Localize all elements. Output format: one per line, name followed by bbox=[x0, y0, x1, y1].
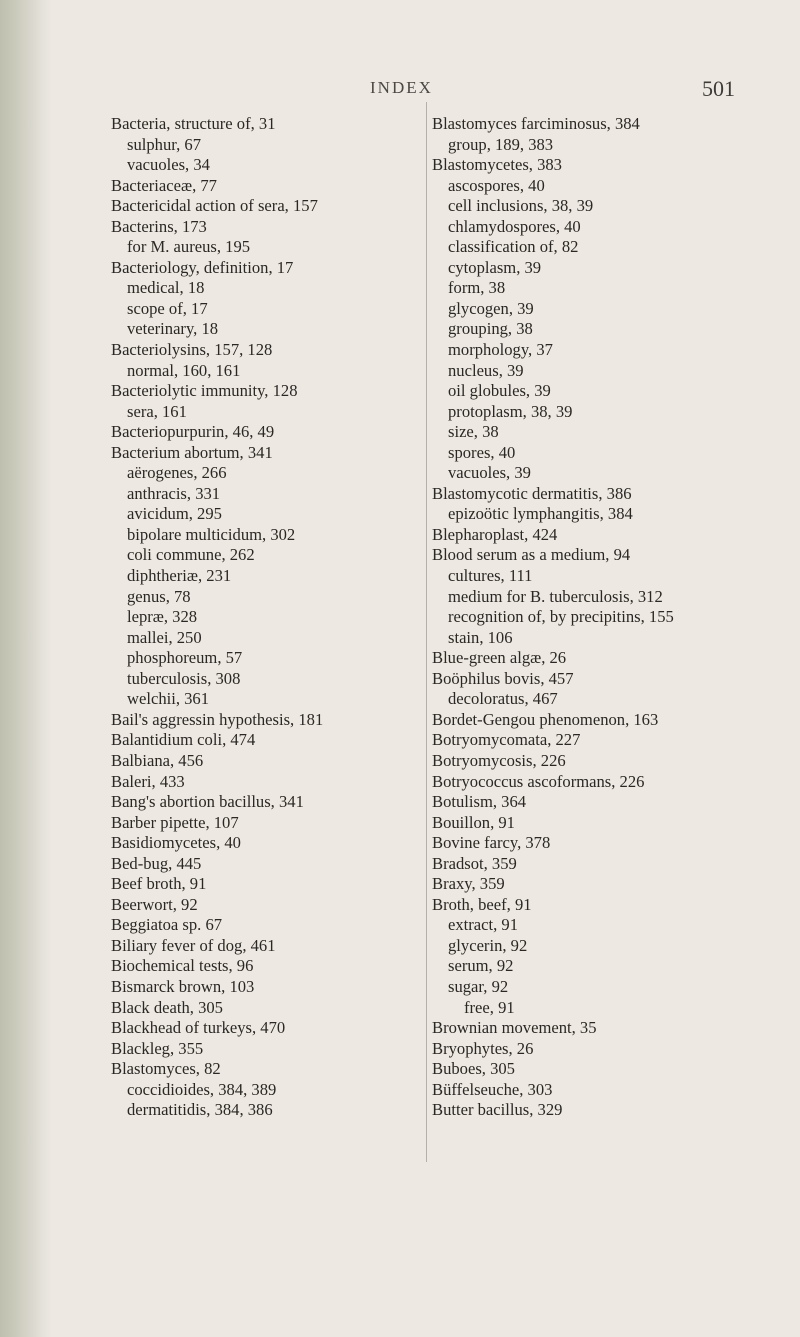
index-subentry: phosphoreum, 57 bbox=[127, 648, 243, 668]
index-entry: Beerwort, 92 bbox=[111, 894, 198, 914]
index-entry: Botryomycosis, 226 bbox=[432, 750, 566, 770]
index-entry: Barber pipette, 107 bbox=[111, 812, 239, 832]
index-subentry: bipolare multicidum, 302 bbox=[127, 524, 296, 544]
index-subentry: sugar, 92 bbox=[448, 976, 509, 996]
index-subentry: diphtheriæ, 231 bbox=[127, 566, 232, 586]
index-entry: Bail's aggressin hypothesis, 181 bbox=[111, 709, 324, 729]
index-entry: Bacteriaceæ, 77 bbox=[111, 175, 217, 195]
index-subentry: spores, 40 bbox=[448, 442, 516, 462]
index-entry: Blackleg, 355 bbox=[111, 1038, 204, 1058]
index-entry: Broth, beef, 91 bbox=[432, 894, 532, 914]
index-entry: Botulism, 364 bbox=[432, 792, 527, 812]
index-subentry: classification of, 82 bbox=[448, 237, 579, 257]
index-entry: Bactericidal action of sera, 157 bbox=[111, 196, 318, 216]
index-entry: Bang's abortion bacillus, 341 bbox=[111, 792, 304, 812]
index-entry: Buboes, 305 bbox=[432, 1059, 515, 1079]
index-entry: Beef broth, 91 bbox=[111, 874, 207, 894]
index-subentry: vacuoles, 39 bbox=[448, 463, 531, 483]
index-entry: Boöphilus bovis, 457 bbox=[432, 668, 574, 688]
column-divider bbox=[426, 102, 427, 1162]
index-subentry: serum, 92 bbox=[448, 956, 514, 976]
index-subentry: sulphur, 67 bbox=[127, 134, 202, 154]
index-subentry: extract, 91 bbox=[448, 915, 519, 935]
index-subentry: lepræ, 328 bbox=[127, 607, 198, 627]
index-subentry: ascospores, 40 bbox=[448, 175, 545, 195]
index-entry: Bovine farcy, 378 bbox=[432, 833, 551, 853]
index-subentry: glycogen, 39 bbox=[448, 298, 534, 318]
index-subentry: cell inclusions, 38, 39 bbox=[448, 196, 594, 216]
index-subentry: coccidioides, 384, 389 bbox=[127, 1079, 277, 1099]
index-entry: Bordet-Gengou phenomenon, 163 bbox=[432, 709, 659, 729]
index-entry: Braxy, 359 bbox=[432, 874, 505, 894]
index-entry: Bouillon, 91 bbox=[432, 812, 515, 832]
index-entry: Blastomyces, 82 bbox=[111, 1059, 221, 1079]
index-entry: Brownian movement, 35 bbox=[432, 1018, 597, 1038]
index-subentry: tuberculosis, 308 bbox=[127, 668, 241, 688]
index-entry: Bacteriopurpurin, 46, 49 bbox=[111, 422, 275, 442]
index-entry: Baleri, 433 bbox=[111, 771, 185, 791]
index-entry: Blepharoplast, 424 bbox=[432, 524, 558, 544]
index-subentry: group, 189, 383 bbox=[448, 134, 554, 154]
index-subentry: veterinary, 18 bbox=[127, 319, 219, 339]
index-subentry: morphology, 37 bbox=[448, 340, 553, 360]
index-column-left bbox=[111, 114, 411, 1121]
index-entry: Butter bacillus, 329 bbox=[432, 1100, 563, 1120]
index-entry: Biliary fever of dog, 461 bbox=[111, 935, 276, 955]
index-entry: Basidiomycetes, 40 bbox=[111, 833, 241, 853]
index-subentry: decoloratus, 467 bbox=[448, 689, 558, 709]
index-entry: Blastomycetes, 383 bbox=[432, 155, 562, 175]
index-entry: Black death, 305 bbox=[111, 997, 223, 1017]
index-subentry: glycerin, 92 bbox=[448, 935, 528, 955]
index-subentry: cytoplasm, 39 bbox=[448, 257, 542, 277]
index-subentry: cultures, 111 bbox=[448, 566, 533, 586]
index-entry: Blastomycotic dermatitis, 386 bbox=[432, 483, 632, 503]
index-subentry: protoplasm, 38, 39 bbox=[448, 401, 573, 421]
index-entry: Bradsot, 359 bbox=[432, 853, 517, 873]
index-subentry: avicidum, 295 bbox=[127, 504, 222, 524]
index-entry: Bacteriolytic immunity, 128 bbox=[111, 381, 298, 401]
index-entry: Bismarck brown, 103 bbox=[111, 976, 255, 996]
index-entry: Balbiana, 456 bbox=[111, 750, 204, 770]
index-entry: Botryomycomata, 227 bbox=[432, 730, 581, 750]
page-header bbox=[0, 76, 800, 100]
index-entry: Bed-bug, 445 bbox=[111, 853, 202, 873]
index-entry: Büffelseuche, 303 bbox=[432, 1079, 553, 1099]
index-column-right bbox=[432, 114, 784, 1121]
index-subentry: form, 38 bbox=[448, 278, 506, 298]
index-subentry: chlamydospores, 40 bbox=[448, 216, 581, 236]
index-subentry: oil globules, 39 bbox=[448, 381, 551, 401]
index-subentry: aërogenes, 266 bbox=[127, 463, 227, 483]
index-entry: Bacteriolysins, 157, 128 bbox=[111, 340, 273, 360]
index-subentry: size, 38 bbox=[448, 422, 499, 442]
index-entry: Blackhead of turkeys, 470 bbox=[111, 1018, 286, 1038]
index-subentry: mallei, 250 bbox=[127, 627, 202, 647]
index-entry: Blue-green algæ, 26 bbox=[432, 648, 567, 668]
running-head: INDEX bbox=[370, 78, 433, 97]
index-subentry: medium for B. tuberculosis, 312 bbox=[448, 586, 663, 606]
index-entry: Bacteriology, definition, 17 bbox=[111, 257, 294, 277]
index-subentry: normal, 160, 161 bbox=[127, 360, 241, 380]
index-subentry: genus, 78 bbox=[127, 586, 191, 606]
index-subentry: medical, 18 bbox=[127, 278, 205, 298]
index-subentry: welchii, 361 bbox=[127, 689, 210, 709]
index-entry: Bacterium abortum, 341 bbox=[111, 442, 273, 462]
index-subentry: free, 91 bbox=[464, 997, 515, 1017]
index-subentry: grouping, 38 bbox=[448, 319, 533, 339]
index-entry: Bacteria, structure of, 31 bbox=[111, 114, 276, 133]
index-subentry: recognition of, by precipitins, 155 bbox=[448, 607, 674, 627]
index-entry: Biochemical tests, 96 bbox=[111, 956, 254, 976]
index-entry: Botryococcus ascoformans, 226 bbox=[432, 771, 645, 791]
page-number: 501 bbox=[702, 76, 735, 101]
index-entry: Bacterins, 173 bbox=[111, 216, 207, 236]
index-subentry: for M. aureus, 195 bbox=[127, 237, 251, 257]
index-subentry: dermatitidis, 384, 386 bbox=[127, 1100, 273, 1120]
index-entry: Bryophytes, 26 bbox=[432, 1038, 534, 1058]
index-entry: Blastomyces farciminosus, 384 bbox=[432, 114, 640, 133]
index-subentry: stain, 106 bbox=[448, 627, 513, 647]
index-subentry: nucleus, 39 bbox=[448, 360, 524, 380]
index-subentry: anthracis, 331 bbox=[127, 483, 221, 503]
index-subentry: vacuoles, 34 bbox=[127, 155, 210, 175]
index-entry: Beggiatoa sp. 67 bbox=[111, 915, 223, 935]
index-entry: Balantidium coli, 474 bbox=[111, 730, 256, 750]
index-subentry: scope of, 17 bbox=[127, 298, 208, 318]
index-subentry: coli commune, 262 bbox=[127, 545, 255, 565]
index-subentry: sera, 161 bbox=[127, 401, 187, 421]
index-entry: Blood serum as a medium, 94 bbox=[432, 545, 631, 565]
page-binding-shadow bbox=[0, 0, 52, 1337]
index-subentry: epizoötic lymphangitis, 384 bbox=[448, 504, 633, 524]
